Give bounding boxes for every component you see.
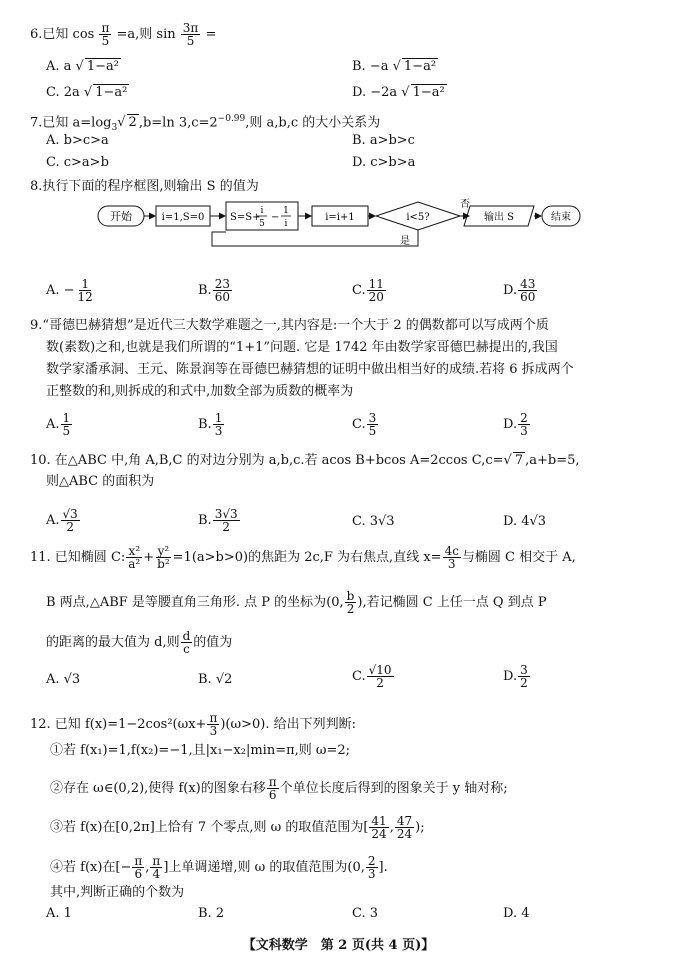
q12-judgment-2 xyxy=(50,776,508,801)
q12-frac-pi xyxy=(207,712,219,737)
q11-option-a: A. √3 xyxy=(46,672,81,687)
flowchart xyxy=(92,196,582,264)
q8-c-d: 20 xyxy=(368,290,384,304)
flow-init-label: i=1,S=0 xyxy=(161,212,205,223)
q9-line1: 9.“哥德巴赫猜想”是近代三大数学难题之一,其内容是:一个大于 2 的偶数都可以写成两个质 xyxy=(30,318,549,333)
sqrt-icon xyxy=(504,453,512,468)
q8-option-d xyxy=(503,278,538,303)
q7-exp: −0.99 xyxy=(217,114,246,124)
q6-option-a xyxy=(46,58,121,75)
flow-update-f1d: 5 xyxy=(259,219,265,229)
q11-dc-d: c xyxy=(183,642,190,656)
q11-line1-a: 11. 已知椭圆 C: xyxy=(30,550,126,565)
q12-line1-a: 12. 已知 f(x)=1−2cos² xyxy=(30,717,173,732)
sqrt-icon xyxy=(393,59,401,74)
q10-a-n: √3 xyxy=(62,507,78,521)
q12-option-b: B. 2 xyxy=(198,906,225,921)
q11-frac-y xyxy=(155,545,172,570)
q7-rad: 2 xyxy=(128,115,137,131)
q6-stem-a: 6.已知 cos xyxy=(30,27,95,42)
q11-line1: 11. 已知椭圆 C: $\frac{\text{x²}}{\text{a²}}$ + $\frac{\text{y²}}{\text{b²}}$ =1(a>b>0)的焦距为 2c,F 为右焦点,直线 x= $\frac{4c}{3}$ 与椭圆 C 相交于 A, xyxy=(30,544,576,571)
q12-j4-d2: 4 xyxy=(152,867,161,881)
q11-y2: y² xyxy=(157,544,170,558)
q11-line2: B 两点,△ABF 是等腰直角三角形. 点 P 的坐标为(0, $\frac{b}{2}$ ),若记椭圆 C 上任一点 Q 到点 P xyxy=(46,589,547,616)
q11-p-d: 2 xyxy=(346,602,355,616)
q11-d-pre: D. xyxy=(503,669,518,684)
q9-b-frac xyxy=(213,412,225,437)
q6-c-rad: 1−a² xyxy=(95,85,128,100)
q11-frac-dc xyxy=(181,630,193,655)
sqrt-icon xyxy=(117,115,125,130)
q11-line3-b: 的值为 xyxy=(193,635,233,650)
q9-d-d: 3 xyxy=(520,424,528,438)
q9-option-c xyxy=(352,412,379,437)
q10-option-a xyxy=(46,508,81,533)
q9-line3: 数学家潘承洞、王元、陈景润等在哥德巴赫猜想的证明中做出相当好的成绩.若将 6 拆成两个 xyxy=(46,362,574,377)
q12-j4-a: ④若 f(x)在 xyxy=(50,860,116,875)
q11-b2: b² xyxy=(157,557,170,571)
q9-a-d: 5 xyxy=(62,424,71,438)
q9-option-a xyxy=(46,412,73,437)
q8-d-n: 43 xyxy=(520,277,536,291)
q10-b-n: 3√3 xyxy=(214,507,238,521)
q11-option-b: B. √2 xyxy=(198,672,233,687)
q6-stem xyxy=(30,22,216,47)
q9-line2: 数(素数)之和,也就是我们所谓的“1+1”问题. 它是 1742 年由数学家哥德巴赫提出的,我国 xyxy=(46,340,558,355)
q12-judgment-1: ①若 f(x₁)=1,f(x₂)=−1,且|x₁−x₂|min=π,则 ω=2; xyxy=(50,743,351,758)
q7-sub: 3 xyxy=(111,122,118,133)
flow-no-label: 否 xyxy=(460,199,470,210)
q10-line2: 则△ABC 的面积为 xyxy=(46,474,155,489)
q11-frac-x xyxy=(126,545,142,570)
q12-j2-d: 6 xyxy=(268,788,277,802)
q12-conclusion: 其中,判断正确的个数为 xyxy=(50,885,185,900)
q10-option-b xyxy=(198,508,241,533)
q10-a-d: 2 xyxy=(66,520,74,534)
q12-j4-frac1 xyxy=(132,855,144,880)
q6-f2n: 3π xyxy=(182,21,199,35)
q6-option-d xyxy=(352,84,447,101)
q6-c-pre: C. 2a xyxy=(46,85,80,100)
q10-b-frac xyxy=(213,508,240,533)
q12-j2-frac xyxy=(267,776,279,801)
q12-j3-d2: 24 xyxy=(396,827,413,841)
q11-c-d: 2 xyxy=(376,676,384,690)
q11-a2: a² xyxy=(128,557,141,571)
q11-option-c xyxy=(352,664,395,689)
q9-line4: 正整数的和,则拆成的和式中,加数全部为质数的概率为 xyxy=(46,384,354,399)
q9-a-n: 1 xyxy=(62,411,71,425)
flow-output-label: 输出 S xyxy=(483,212,515,223)
q10-b-pre: B. xyxy=(198,513,212,528)
q8-d-d: 60 xyxy=(520,290,536,304)
q8-b-pre: B. xyxy=(198,283,212,298)
q8-a-pre: A. − xyxy=(46,283,75,298)
q12-j4-n1: π xyxy=(134,854,143,868)
q12-line1: 12. 已知 f(x)=1−2cos²(ωx+ $\frac{\pi}{3}$ )(ω>0). 给出下列判断: xyxy=(30,711,356,738)
q12-option-c: C. 3 xyxy=(352,906,379,921)
q12-j3-n2: 47 xyxy=(396,814,413,828)
q12-pi-d: 3 xyxy=(209,724,218,738)
q12-j2-a: ②存在 ω∈(0,2),使得 f(x)的图象右移 xyxy=(50,781,266,796)
q7-option-d: D. c>b>a xyxy=(352,155,416,170)
q12-j3-d1: 24 xyxy=(371,827,387,841)
q6-stem-b: =a,则 sin xyxy=(116,27,176,42)
q11-d-frac xyxy=(518,664,530,689)
flow-update-f1n: i xyxy=(260,206,264,216)
sqrt-icon xyxy=(84,85,92,100)
flow-update-f2n: 1 xyxy=(283,206,289,216)
q11-x2: x² xyxy=(128,544,141,558)
flow-start-label: 开始 xyxy=(110,210,132,223)
q11-c-n: √10 xyxy=(368,663,392,677)
q12-j4-n3: 2 xyxy=(367,854,376,868)
q8-option-a xyxy=(46,278,96,303)
q12-j3-a: ③若 f(x)在[0,2π]上恰有 7 个零点,则 ω 的取值范围为 xyxy=(50,820,364,835)
q10-option-c: C. 3√3 xyxy=(352,514,395,529)
q11-line1-b: =1(a>b>0)的焦距为 2c,F 为右焦点,直线 x= xyxy=(172,550,442,565)
q11-c-pre: C. xyxy=(352,669,366,684)
q11-line3-a: 的距离的最大值为 d,则 xyxy=(46,635,180,650)
flow-cond-label: i<5? xyxy=(406,212,430,223)
q8-stem: 8.执行下面的程序框图,则输出 S 的值为 xyxy=(30,179,259,194)
q12-j2-b: 个单位长度后得到的图象关于 y 轴对称; xyxy=(279,781,508,796)
q11-fc-n: 4c xyxy=(444,544,459,558)
q7-stem-a: 7.已知 a=log xyxy=(30,115,112,131)
q9-b-n: 1 xyxy=(214,411,223,425)
q12-j2-n: π xyxy=(268,775,277,789)
q9-c-pre: C. xyxy=(352,417,366,432)
flow-update-f2d: i xyxy=(284,219,288,229)
q6-b-pre: B. −a xyxy=(352,59,389,74)
q6-f1n: π xyxy=(101,21,110,35)
q11-frac-c xyxy=(443,545,461,570)
q8-a-d: 12 xyxy=(77,290,93,304)
q8-a-n: 1 xyxy=(81,277,89,291)
q10-option-d: D. 4√3 xyxy=(503,514,547,529)
flow-inc-label: i=i+1 xyxy=(325,212,355,223)
q8-option-b xyxy=(198,278,233,303)
q11-line2-a: B 两点,△ABF 是等腰直角三角形. 点 P 的坐标为 xyxy=(46,595,327,610)
flow-end-label: 结束 xyxy=(551,212,571,223)
q12-option-a: A. 1 xyxy=(46,906,72,921)
q8-d-frac xyxy=(518,278,537,303)
q9-a-pre: A. xyxy=(46,417,60,432)
q8-c-n: 11 xyxy=(368,277,384,291)
q7-stem-c: ,则 a,b,c 的大小关系为 xyxy=(245,115,381,131)
q12-j3-frac2 xyxy=(395,815,414,840)
q12-j3-n1: 41 xyxy=(371,814,387,828)
q12-j4-frac3 xyxy=(366,855,378,880)
q7-stem-b: ,b=ln 3,c=2 xyxy=(138,115,218,131)
q9-c-frac xyxy=(367,412,379,437)
q6-a-rad: 1−a² xyxy=(86,59,119,74)
q11-line1-c: 与椭圆 C 相交于 A, xyxy=(461,550,576,565)
q12-j4-b: 上单调递增,则 ω 的取值范围为 xyxy=(168,860,348,875)
q6-a-pre: A. a xyxy=(46,59,72,74)
q6-option-c xyxy=(46,84,129,101)
q12-j4-n2: π xyxy=(152,854,161,868)
q9-b-d: 3 xyxy=(214,424,223,438)
q11-p-n: b xyxy=(346,589,355,603)
page-footer: 【文科数学 第 2 页(共 4 页)】 xyxy=(242,938,435,953)
q10-a-pre: A. xyxy=(46,513,60,528)
q10-line1-a: 10. 在△ABC 中,角 A,B,C 的对边分别为 a,b,c.若 acos B+bcos A=2ccos C,c= xyxy=(30,453,504,468)
q8-c-frac xyxy=(367,278,386,303)
q9-option-b xyxy=(198,412,225,437)
q12-line1-b: ωx+ xyxy=(177,717,207,732)
q8-a-frac xyxy=(76,278,95,303)
q6-frac2 xyxy=(181,22,201,47)
q6-option-b xyxy=(352,58,438,75)
q9-c-d: 5 xyxy=(368,424,377,438)
q10-line1-b: ,a+b=5, xyxy=(525,453,580,468)
q7-option-b: B. a>b>c xyxy=(352,133,415,148)
q10-a-frac xyxy=(61,508,80,533)
q9-option-d xyxy=(503,412,531,437)
sqrt-icon xyxy=(401,85,409,100)
q10-line1 xyxy=(30,452,580,469)
q8-b-n: 23 xyxy=(214,277,230,291)
flow-update-minus: − xyxy=(271,212,280,223)
q12-j4-d3: 3 xyxy=(367,867,376,881)
flow-update-label: S=S+ xyxy=(230,212,261,223)
q12-judgment-3: ③若 f(x)在[0,2π]上恰有 7 个零点,则 ω 的取值范围为[ $\frac{41}{24}$ , $\frac{47}{24}$ ); xyxy=(50,814,425,841)
sqrt-icon xyxy=(76,59,84,74)
q8-option-c xyxy=(352,278,387,303)
q11-frac-p xyxy=(345,590,357,615)
q8-c-pre: C. xyxy=(352,283,366,298)
q11-dc-n: d xyxy=(182,629,191,643)
q6-f1d: 5 xyxy=(101,34,110,48)
q6-stem-c: = xyxy=(205,27,217,42)
q11-line3 xyxy=(46,630,232,655)
q11-line2-b: ,若记椭圆 C 上任一点 Q 到点 P xyxy=(362,595,547,610)
q7-option-a: A. b>c>a xyxy=(46,133,109,148)
q12-j3-frac1 xyxy=(369,815,388,840)
q12-j4-c: . xyxy=(383,860,388,875)
q11-d-n: 3 xyxy=(520,663,528,677)
q6-frac1 xyxy=(99,22,111,47)
q12-option-d: D. 4 xyxy=(503,906,530,921)
q9-c-n: 3 xyxy=(368,411,377,425)
q6-b-rad: 1−a² xyxy=(403,59,437,74)
q6-f2d: 5 xyxy=(186,34,195,48)
q12-j4-d1: 6 xyxy=(134,867,143,881)
q11-d-d: 2 xyxy=(520,676,528,690)
q10-b-d: 2 xyxy=(222,520,230,534)
q6-d-pre: D. −2a xyxy=(352,85,398,100)
q12-j4-frac2 xyxy=(150,855,162,880)
q11-fc-d: 3 xyxy=(447,557,456,571)
q11-option-d xyxy=(503,664,531,689)
q8-b-frac xyxy=(213,278,232,303)
q12-line1-c: (ω>0). 给出下列判断: xyxy=(225,717,356,732)
q11-c-frac xyxy=(367,664,394,689)
q12-judgment-4: ④若 f(x)在[− $\frac{\pi}{6}$ , $\frac{\pi}{4}$ ]上单调递增,则 ω 的取值范围为(0, $\frac{2}{3}$ ]. xyxy=(50,854,388,881)
q9-d-frac xyxy=(518,412,530,437)
q6-d-rad: 1−a² xyxy=(412,85,445,100)
q8-b-d: 60 xyxy=(214,290,230,304)
q12-pi-n: π xyxy=(209,711,218,725)
q10-line1-rad: 7 xyxy=(514,453,524,468)
q9-a-frac xyxy=(61,412,73,437)
q9-d-n: 2 xyxy=(520,411,528,425)
q9-b-pre: B. xyxy=(198,417,212,432)
flow-yes-label: 是 xyxy=(400,236,410,247)
q9-d-pre: D. xyxy=(503,417,518,432)
q12-j3-b: ; xyxy=(420,820,425,835)
q8-d-pre: D. xyxy=(503,283,518,298)
q7-option-c: C. c>a>b xyxy=(46,155,109,170)
